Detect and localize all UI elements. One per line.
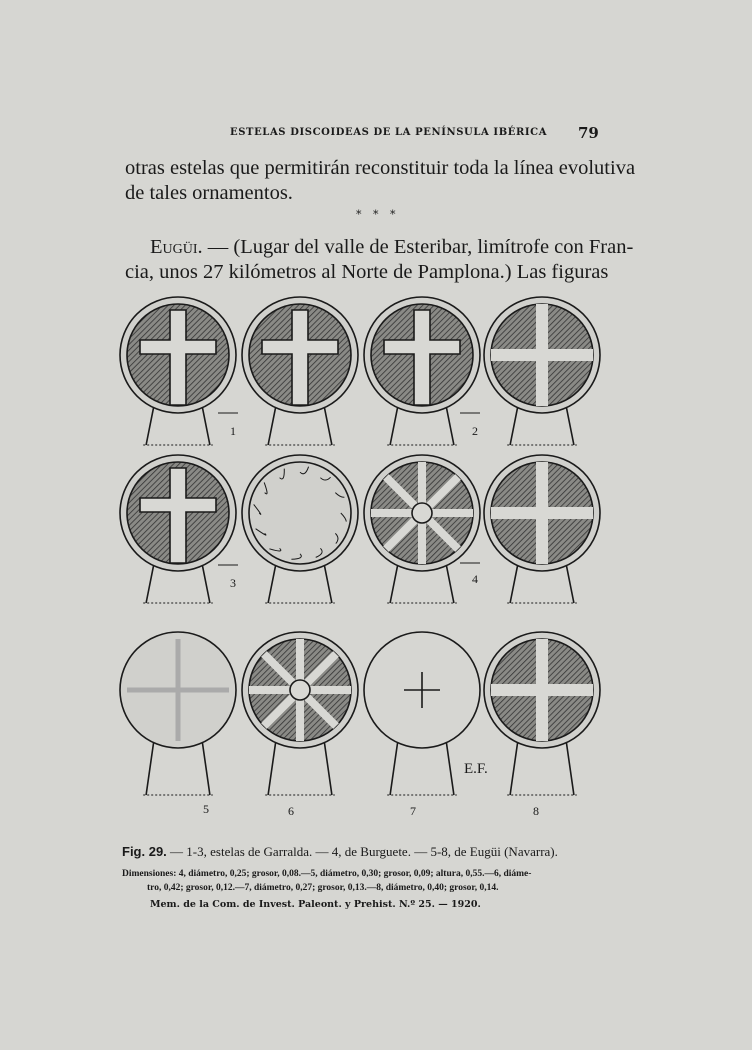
page-number: 79 — [578, 124, 599, 142]
stela-shaft — [202, 407, 210, 445]
stela-shaft — [566, 407, 574, 445]
stela-shaft — [390, 407, 398, 445]
figure-label: 8 — [533, 804, 539, 818]
figure-label: 4 — [472, 572, 478, 586]
stela-shaft — [566, 565, 574, 603]
caption-text: — 1-3, estelas de Garralda. — 4, de Burguete. — 5-8, de Eugüi (Navarra). — [166, 844, 558, 859]
figure-label: 3 — [230, 576, 236, 590]
figure-number: Fig. 29. — [122, 844, 167, 859]
stela-shaft — [268, 407, 276, 445]
body-line: cia, unos 27 kilómetros al Norte de Pamplona.) Las figuras — [125, 261, 609, 283]
artist-signature: E.F. — [464, 761, 488, 777]
figure-label: 1 — [230, 424, 236, 438]
stela-shaft — [510, 742, 518, 795]
stela-shaft — [446, 742, 454, 795]
dimensions-line: tro, 0,42; grosor, 0,12.—7, diámetro, 0,27; grosor, 0,13.—8, diámetro, 0,40; grosor, 0,14. — [147, 883, 499, 893]
stela-shaft — [566, 742, 574, 795]
figure-caption — [122, 844, 558, 860]
stela-shaft — [202, 565, 210, 603]
dimensions-line: Dimensiones: 4, diámetro, 0,25; grosor, 0,08.—5, diámetro, 0,30; grosor, 0,09; altura, 0,55.—6, diáme- — [122, 869, 532, 879]
figure-label: 6 — [288, 804, 294, 818]
body-text: — (Lugar del valle de Esteribar, limítrofe con Fran- — [202, 236, 634, 258]
stela-shaft — [324, 407, 332, 445]
stela-shaft — [446, 565, 454, 603]
running-title: ESTELAS DISCOIDEAS DE LA PENÍNSULA IBÉRICA — [230, 127, 548, 138]
figure-label: 2 — [472, 424, 478, 438]
stela-shaft — [390, 742, 398, 795]
figure-label: 5 — [203, 802, 209, 816]
body-line: otras estelas que permitirán reconstituir toda la línea evolutiva — [125, 157, 636, 179]
place-name: Eugüi. — [150, 236, 203, 258]
figure-label: 7 — [410, 804, 416, 818]
stela-shaft — [146, 565, 154, 603]
stela-shaft — [268, 742, 276, 795]
stela-shaft — [146, 407, 154, 445]
stela-shaft — [510, 565, 518, 603]
stela-shaft — [268, 565, 276, 603]
body-line — [150, 236, 634, 259]
stela-shaft — [446, 407, 454, 445]
stela-shaft — [202, 742, 210, 795]
source-citation: Mem. de la Com. de Invest. Paleont. y Prehist. N.º 25. — 1920. — [150, 899, 481, 910]
stela-shaft — [510, 407, 518, 445]
stela-shaft — [324, 565, 332, 603]
incised-cross — [404, 672, 440, 708]
stela-shaft — [146, 742, 154, 795]
figure-stelae — [110, 295, 610, 840]
stela-shaft — [324, 742, 332, 795]
section-separator: * * * — [356, 208, 400, 221]
stela-shaft — [390, 565, 398, 603]
body-line: de tales ornamentos. — [125, 182, 293, 204]
